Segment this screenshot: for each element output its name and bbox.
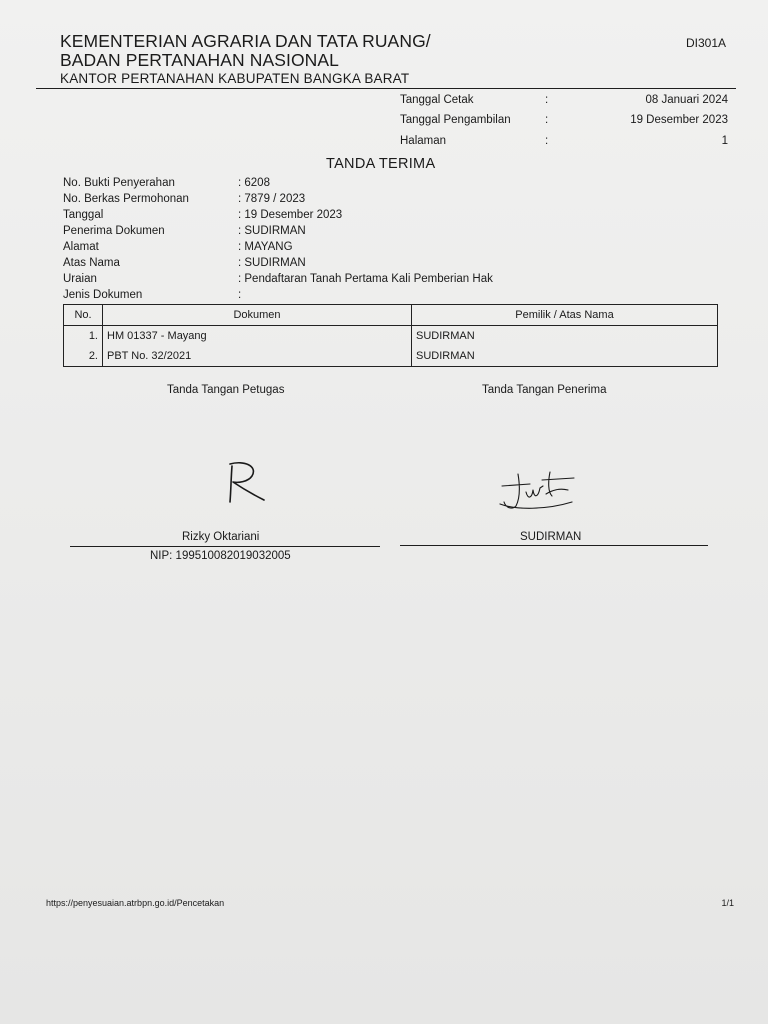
row-number: 1. <box>64 326 103 347</box>
field-value: : 7879 / 2023 <box>238 193 306 205</box>
page-number: 1 <box>721 135 728 147</box>
field-value: : SUDIRMAN <box>238 225 306 237</box>
officer-signature-caption: Tanda Tangan Petugas <box>167 384 285 396</box>
field-label: Uraian <box>63 273 97 285</box>
field-value: : SUDIRMAN <box>238 257 306 269</box>
footer-page: 1/1 <box>721 898 734 908</box>
receiver-signature <box>496 466 582 514</box>
column-header-owner: Pemilik / Atas Nama <box>412 305 718 326</box>
officer-signature-line <box>70 546 380 547</box>
field-value: : Pendaftaran Tanah Pertama Kali Pemberian Hak <box>238 273 493 285</box>
meta-separator: : <box>545 94 549 106</box>
column-header-no: No. <box>64 305 103 326</box>
field-label: Penerima Dokumen <box>63 225 165 237</box>
field-value: : 6208 <box>238 177 270 189</box>
row-owner: SUDIRMAN <box>412 326 718 347</box>
print-date: 08 Januari 2024 <box>645 94 728 106</box>
meta-label: Halaman <box>400 135 447 147</box>
officer-name: Rizky Oktariani <box>182 531 260 543</box>
receiver-name: SUDIRMAN <box>520 531 582 543</box>
receiver-signature-caption: Tanda Tangan Penerima <box>482 384 607 396</box>
field-value: : MAYANG <box>238 241 293 253</box>
field-label: Jenis Dokumen <box>63 289 143 301</box>
ministry-title-line1: KEMENTERIAN AGRARIA DAN TATA RUANG/ <box>60 31 431 51</box>
form-code: DI301A <box>686 36 727 50</box>
row-document: HM 01337 - Mayang <box>103 326 412 347</box>
field-value: : <box>238 289 242 301</box>
office-name: KANTOR PERTANAHAN KABUPATEN BANGKA BARAT <box>60 71 410 86</box>
meta-label: Tanggal Cetak <box>400 94 474 106</box>
header-divider <box>36 88 736 89</box>
field-label: Alamat <box>63 241 99 253</box>
receiver-signature-line <box>400 545 708 546</box>
field-label: No. Berkas Permohonan <box>63 193 189 205</box>
officer-signature <box>222 458 272 506</box>
row-document: PBT No. 32/2021 <box>103 346 412 367</box>
officer-nip: NIP: 199510082019032005 <box>150 550 291 562</box>
field-label: Tanggal <box>63 209 104 221</box>
table-row <box>64 326 718 347</box>
field-label: No. Bukti Penyerahan <box>63 177 175 189</box>
row-number: 2. <box>64 346 103 367</box>
table-header-row <box>64 305 718 326</box>
meta-separator: : <box>545 114 549 126</box>
row-owner: SUDIRMAN <box>412 346 718 367</box>
pickup-date: 19 Desember 2023 <box>630 114 728 126</box>
meta-label: Tanggal Pengambilan <box>400 114 511 126</box>
document-title: TANDA TERIMA <box>326 156 436 172</box>
meta-separator: : <box>545 135 549 147</box>
footer-url: https://penyesuaian.atrbpn.go.id/Pencetakan <box>46 898 225 908</box>
field-label: Atas Nama <box>63 257 120 269</box>
ministry-title-line2: BADAN PERTANAHAN NASIONAL <box>60 50 340 70</box>
table-row <box>64 346 718 367</box>
column-header-document: Dokumen <box>103 305 412 326</box>
field-value: : 19 Desember 2023 <box>238 209 343 221</box>
document-table <box>63 304 718 367</box>
